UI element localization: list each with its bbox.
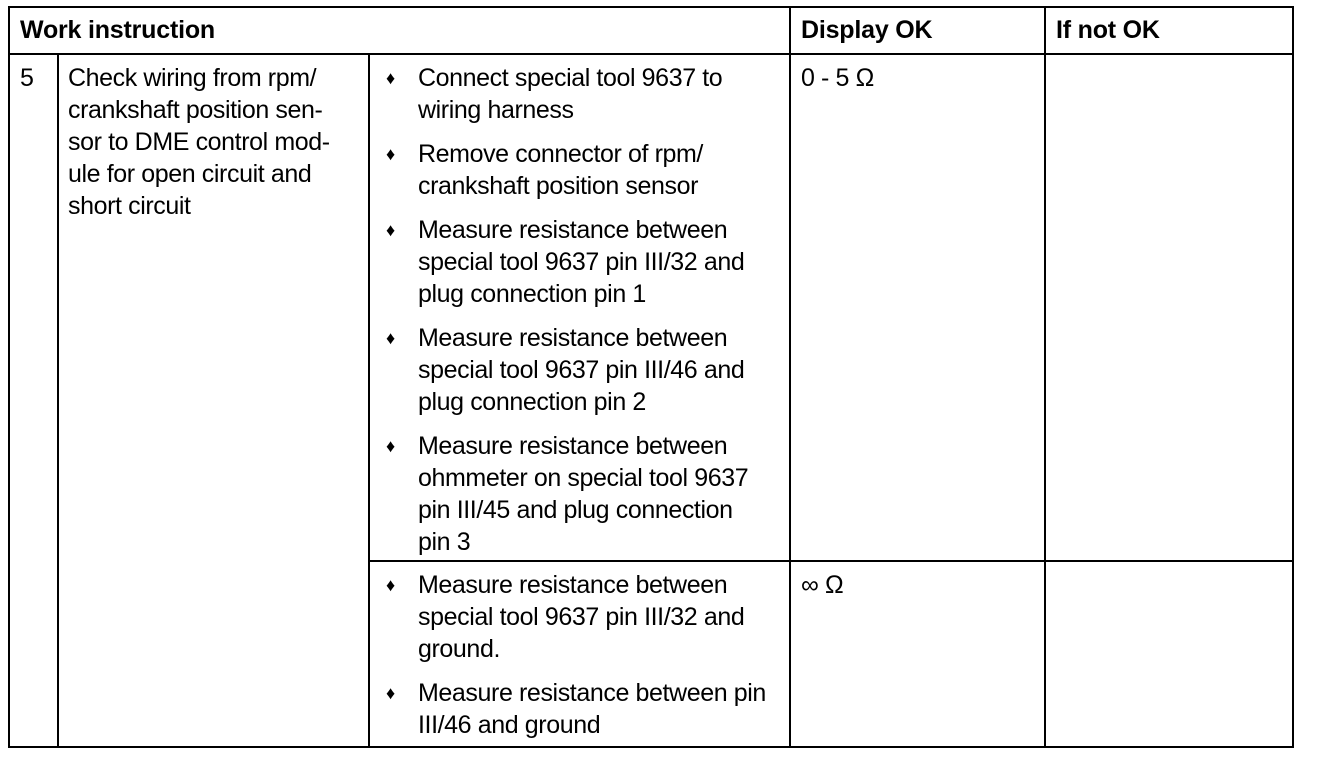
display-ok-value-group2: ∞ Ω (801, 571, 844, 599)
header-separator (8, 53, 1294, 55)
bullet-diamond-icon: ♦ (386, 68, 395, 88)
step-number: 5 (20, 64, 34, 92)
list-item (370, 430, 786, 558)
display-column-divider (789, 6, 791, 748)
list-item (370, 62, 786, 126)
list-item (370, 322, 786, 418)
header-work-instruction: Work instruction (20, 16, 215, 44)
display-ok-value-group1: 0 - 5 Ω (801, 64, 874, 92)
action-text: Measure resistance between special tool 9637 pin III/46 and plug connection pin 2 (418, 324, 745, 416)
list-item (370, 138, 786, 202)
bullet-diamond-icon: ♦ (386, 683, 395, 703)
action-text: Measure resistance between special tool 9637 pin III/32 and plug connection pin 1 (418, 216, 745, 308)
action-text: Measure resistance between special tool 9637 pin III/32 and ground. (418, 571, 745, 663)
step-number-divider (57, 53, 59, 748)
work-instruction-table (8, 6, 1294, 748)
header-if-not-ok: If not OK (1056, 16, 1160, 44)
action-text: Remove connector of rpm/ crankshaft position sensor (418, 140, 703, 200)
action-list-group2 (370, 569, 786, 753)
action-text: Measure resistance between pin III/46 and ground (418, 679, 766, 739)
table-border-left (8, 6, 10, 748)
bullet-diamond-icon: ♦ (386, 220, 395, 240)
list-item (370, 677, 786, 741)
bullet-diamond-icon: ♦ (386, 575, 395, 595)
header-display-ok: Display OK (801, 16, 933, 44)
step-description: Check wiring from rpm/ crankshaft position sen- sor to DME control mod- ule for open circuit and short circuit (68, 64, 330, 220)
bullet-diamond-icon: ♦ (386, 328, 395, 348)
table-border-top (8, 6, 1294, 8)
table-border-right (1292, 6, 1294, 748)
ifnot-column-divider (1044, 6, 1046, 748)
action-text: Measure resistance between ohmmeter on special tool 9637 pin III/45 and plug connection pin 3 (418, 432, 749, 556)
action-list-group1 (370, 62, 786, 570)
action-text: Connect special tool 9637 to wiring harness (418, 64, 723, 124)
list-item (370, 569, 786, 665)
list-item (370, 214, 786, 310)
bullet-diamond-icon: ♦ (386, 436, 395, 456)
bullet-diamond-icon: ♦ (386, 144, 395, 164)
